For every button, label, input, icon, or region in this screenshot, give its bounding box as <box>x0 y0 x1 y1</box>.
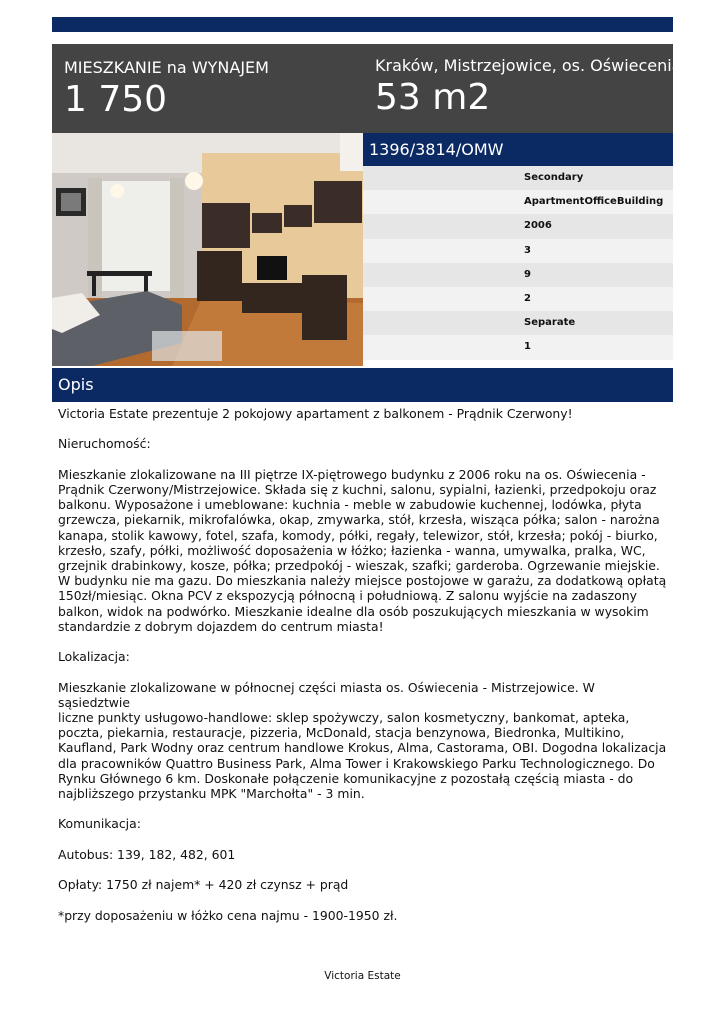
property-line: 150zł/miesiąc. Okna PCV z ekspozycją północną i południową. Z salonu wyjście na zadaszony <box>58 588 637 604</box>
price: 1 750 <box>64 79 168 120</box>
property-line: standardzie z dobrym dojazdem do centrum miasta! <box>58 618 384 634</box>
property-line: Prądnik Czerwony/Mistrzejowice. Składa się z kuchni, salonu, sypialni, łazienki, przedpokoju oraz <box>58 481 657 497</box>
section-property-heading: Nieruchomość: <box>58 436 151 452</box>
property-market: Secondary <box>363 166 673 190</box>
property-line: balkonu. Wyposażone i umeblowane: kuchnia - meble w zabudowie kuchennej, lodówka, płyta <box>58 497 642 513</box>
location-block <box>375 56 682 118</box>
area: 53 m2 <box>375 77 491 118</box>
property-floor: 3 <box>363 239 673 263</box>
intro-text: Victoria Estate prezentuje 2 pokojowy apartament z balkonem - Prądnik Czerwony! <box>58 406 573 421</box>
property-line: krzesło, szafy, półki, możliwość doposażenia w łóżko; łazienka - wanna, umywalka, pralka, WC, <box>58 542 646 558</box>
location: Kraków, Mistrzejowice, os. Oświecenia <box>375 56 682 75</box>
property-floors-total: 9 <box>363 263 673 287</box>
location-line: poczta, piekarnia, restauracje, pizzeria, McDonald, stacja benzynowa, Biedronka, Multikino, <box>58 725 625 741</box>
location-line: dla pracowników Quattro Business Park, Alma Tower i Krakowskiego Parku Technologicznego. Do <box>58 755 655 771</box>
property-bathrooms: 1 <box>363 335 673 359</box>
property-year: 2006 <box>363 214 673 238</box>
section-transport-heading: Komunikacja: <box>58 816 141 832</box>
top-accent-bar <box>52 17 673 32</box>
location-line: liczne punkty usługowo-handlowe: sklep spożywczy, salon kosmetyczny, bankomat, apteka, <box>58 710 630 725</box>
property-table <box>363 166 673 360</box>
property-line: grzejnik drabinkowy, kosze, półka; przedpokój - wieszak, szafki; garderoba. Ogrzewanie miejskie. <box>58 558 660 573</box>
apartment-photo <box>52 133 363 366</box>
location-line: najbliższego przystanku MPK "Marchołta" - 3 min. <box>58 786 365 802</box>
location-line: Mieszkanie zlokalizowane w północnej części miasta os. Oświecenia - Mistrzejowice. W sąsiedztwie <box>58 679 595 710</box>
property-line: balkon, widok na podwórko. Mieszkanie idealne dla osób poszukujących mieszkania w wysokim <box>58 603 649 619</box>
property-kitchen: Separate <box>363 311 673 335</box>
listing-header <box>52 44 682 133</box>
living-room-illustration <box>52 133 363 366</box>
description-heading: Opis <box>52 368 673 402</box>
property-line: grzewcza, piekarnik, mikrofalówka, okap, zmywarka, stół, krzesła, wisząca półka; salon - narożna <box>58 512 660 528</box>
price-note: *przy doposażeniu w łóżko cena najmu - 1900-1950 zł. <box>58 907 398 923</box>
property-building-type: ApartmentOfficeBuilding <box>363 190 673 214</box>
property-rooms: 2 <box>363 287 673 311</box>
description-body <box>58 406 670 923</box>
location-line: Rynku Głównego 6 km. Doskonałe połączenie komunikacyjne z pozostałą częścią miasta - do <box>58 770 634 786</box>
offer-block <box>64 58 269 120</box>
property-line: W budynku nie ma gazu. Do mieszkania należy miejsce postojowe w garażu, za dodatkową opłatą <box>58 573 667 589</box>
property-line: Mieszkanie zlokalizowane na III piętrze IX-piętrowego budynku z 2006 roku na os. Oświecenia - <box>58 466 646 482</box>
reference-number: 1396/3814/OMW <box>363 133 673 166</box>
bus-lines: Autobus: 139, 182, 482, 601 <box>58 846 236 862</box>
footer-agency: Victoria Estate <box>324 970 401 982</box>
section-location-heading: Lokalizacja: <box>58 649 130 665</box>
location-line: Kaufland, Park Wodny oraz centrum handlowe Krokus, Alma, Castorama, OBI. Dogodna lokalizacja <box>58 740 667 756</box>
fees-text: Opłaty: 1750 zł najem* + 420 zł czynsz + prąd <box>58 877 349 893</box>
offer-title: MIESZKANIE na WYNAJEM <box>64 58 269 77</box>
property-line: kanapa, stolik kawowy, fotel, szafa, komody, półki, regały, telewizor, stół, krzesła; pokój - biurko, <box>58 527 658 543</box>
